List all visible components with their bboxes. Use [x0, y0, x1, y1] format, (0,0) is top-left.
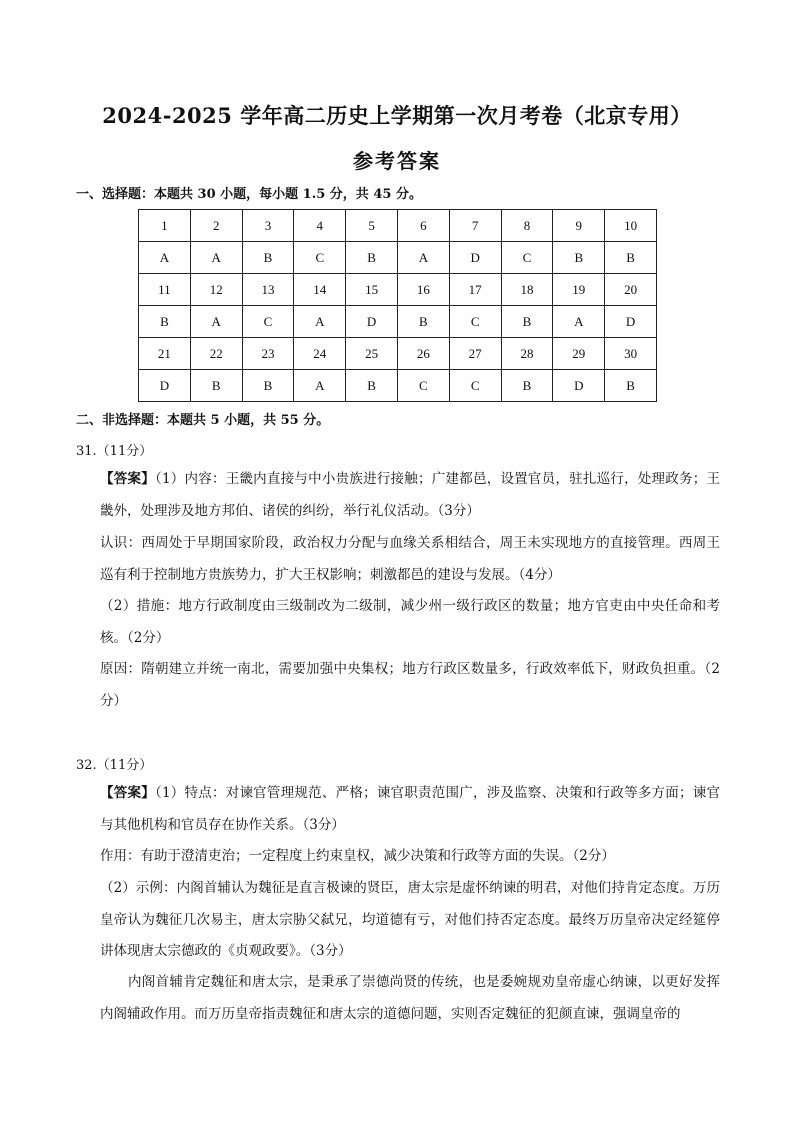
- answer-cell: D: [553, 370, 605, 402]
- answer-cell: C: [501, 242, 553, 274]
- question-32-heading: 32.（11分）: [76, 758, 153, 773]
- question-number-cell: 24: [294, 338, 346, 370]
- question-number-cell: 26: [397, 338, 449, 370]
- answer-cell: B: [553, 242, 605, 274]
- q31-answer-part3: （2）措施：地方行政制度由三级制改为二级制，减少州一级行政区的数量；地方官吏由中央任命和考核。（2分）: [100, 598, 720, 646]
- question-number-cell: 9: [553, 210, 605, 242]
- page-subtitle: 参考答案: [353, 149, 441, 173]
- question-number-cell: 17: [449, 274, 501, 306]
- q32-answer-part3: （2）示例：内阁首辅认为魏征是直言极谏的贤臣，唐太宗是虚怀纳谏的明君，对他们持肯定态度。万历皇帝认为魏征几次易主，唐太宗胁父弑兄，均道德有亏，对他们持否定态度。最终万历皇帝决定经筵停讲体现唐太宗德政的《贞观政要》。（3分）: [100, 880, 720, 959]
- question-number-cell: 30: [605, 338, 657, 370]
- q32-answer-part2: 作用：有助于澄清吏治；一定程度上约束皇权，减少决策和行政等方面的失误。（2分）: [100, 848, 615, 864]
- question-number-cell: 11: [139, 274, 191, 306]
- answer-row: [139, 242, 657, 274]
- answer-cell: B: [397, 306, 449, 338]
- question-number-cell: 3: [242, 210, 294, 242]
- answer-cell: D: [449, 242, 501, 274]
- answer-cell: B: [346, 242, 398, 274]
- answer-cell: B: [501, 306, 553, 338]
- answer-cell: B: [242, 370, 294, 402]
- answer-cell: C: [397, 370, 449, 402]
- question-number-cell: 20: [605, 274, 657, 306]
- answer-cell: D: [605, 306, 657, 338]
- answer-cell: B: [139, 306, 191, 338]
- q31-answer-part1: [100, 464, 720, 527]
- question-number-cell: 23: [242, 338, 294, 370]
- question-number-row: [139, 338, 657, 370]
- q31-answer-part4: 原因：隋朝建立并统一南北，需要加强中央集权；地方行政区数量多，行政效率低下，财政负担重。（2分）: [100, 661, 720, 709]
- answer-cell: A: [190, 242, 242, 274]
- answer-cell: A: [294, 306, 346, 338]
- q32-answer-part1: [100, 778, 720, 841]
- question-number-cell: 13: [242, 274, 294, 306]
- question-number-cell: 8: [501, 210, 553, 242]
- q31-part1-text: （1）内容：王畿内直接与中小贵族进行接触；广建都邑，设置官员，驻扎巡行，处理政务；王畿外，处理涉及地方邦伯、诸侯的纠纷，举行礼仪活动。（3分）: [100, 471, 720, 519]
- answer-cell: B: [605, 370, 657, 402]
- answer-row: [139, 306, 657, 338]
- answer-cell: A: [190, 306, 242, 338]
- question-number-cell: 16: [397, 274, 449, 306]
- answer-label: 【答案】: [100, 785, 155, 801]
- answer-cell: B: [501, 370, 553, 402]
- question-number-cell: 19: [553, 274, 605, 306]
- section-heading-choice: 一、选择题：本题共 30 小题，每小题 1.5 分，共 45 分。: [76, 187, 422, 202]
- question-number-cell: 15: [346, 274, 398, 306]
- answer-cell: D: [346, 306, 398, 338]
- answer-cell: C: [449, 370, 501, 402]
- answer-cell: A: [139, 242, 191, 274]
- question-number-cell: 27: [449, 338, 501, 370]
- section-heading-nonchoice: 二、非选择题：本题共 5 小题，共 55 分。: [76, 413, 330, 428]
- answer-cell: B: [605, 242, 657, 274]
- question-number-cell: 18: [501, 274, 553, 306]
- question-number-cell: 28: [501, 338, 553, 370]
- q31-answer-part2: 认识：西周处于早期国家阶段，政治权力分配与血缘关系相结合，周王未实现地方的直接管理。西周王巡有利于控制地方贵族势力，扩大王权影响；刺激都邑的建设与发展。（4分）: [100, 535, 720, 583]
- question-number-cell: 5: [346, 210, 398, 242]
- question-number-cell: 2: [190, 210, 242, 242]
- question-number-cell: 25: [346, 338, 398, 370]
- q32-answer-part4: 内阁首辅肯定魏征和唐太宗，是秉承了崇德尚贤的传统，也是委婉规劝皇帝虚心纳谏，以更好发挥内阁辅政作用。而万历皇帝指责魏征和唐太宗的道德问题，实则否定魏征的犯颜直谏，强调皇帝的: [100, 974, 720, 1022]
- q32-part1-text: （1）特点：对谏官管理规范、严格；谏官职责范围广，涉及监察、决策和行政等多方面；谏官与其他机构和官员存在协作关系。（3分）: [100, 785, 720, 833]
- answer-cell: D: [139, 370, 191, 402]
- answer-cell: B: [190, 370, 242, 402]
- question-number-cell: 10: [605, 210, 657, 242]
- question-31-heading: 31.（11分）: [76, 444, 153, 459]
- answer-cell: B: [242, 242, 294, 274]
- question-number-cell: 1: [139, 210, 191, 242]
- answer-cell: A: [553, 306, 605, 338]
- question-number-cell: 22: [190, 338, 242, 370]
- answer-cell: A: [397, 242, 449, 274]
- answer-cell: C: [242, 306, 294, 338]
- answer-cell: B: [346, 370, 398, 402]
- question-number-cell: 6: [397, 210, 449, 242]
- answer-label: 【答案】: [100, 471, 155, 487]
- answer-cell: C: [449, 306, 501, 338]
- answer-cell: C: [294, 242, 346, 274]
- answer-cell: A: [294, 370, 346, 402]
- question-number-cell: 14: [294, 274, 346, 306]
- question-number-row: [139, 210, 657, 242]
- question-number-cell: 12: [190, 274, 242, 306]
- question-number-row: [139, 274, 657, 306]
- question-number-cell: 29: [553, 338, 605, 370]
- question-number-cell: 4: [294, 210, 346, 242]
- page-title: 2024-2025 学年高二历史上学期第一次月考卷（北京专用）: [102, 103, 692, 128]
- question-number-cell: 7: [449, 210, 501, 242]
- answer-row: [139, 370, 657, 402]
- answer-table: [138, 209, 657, 402]
- question-number-cell: 21: [139, 338, 191, 370]
